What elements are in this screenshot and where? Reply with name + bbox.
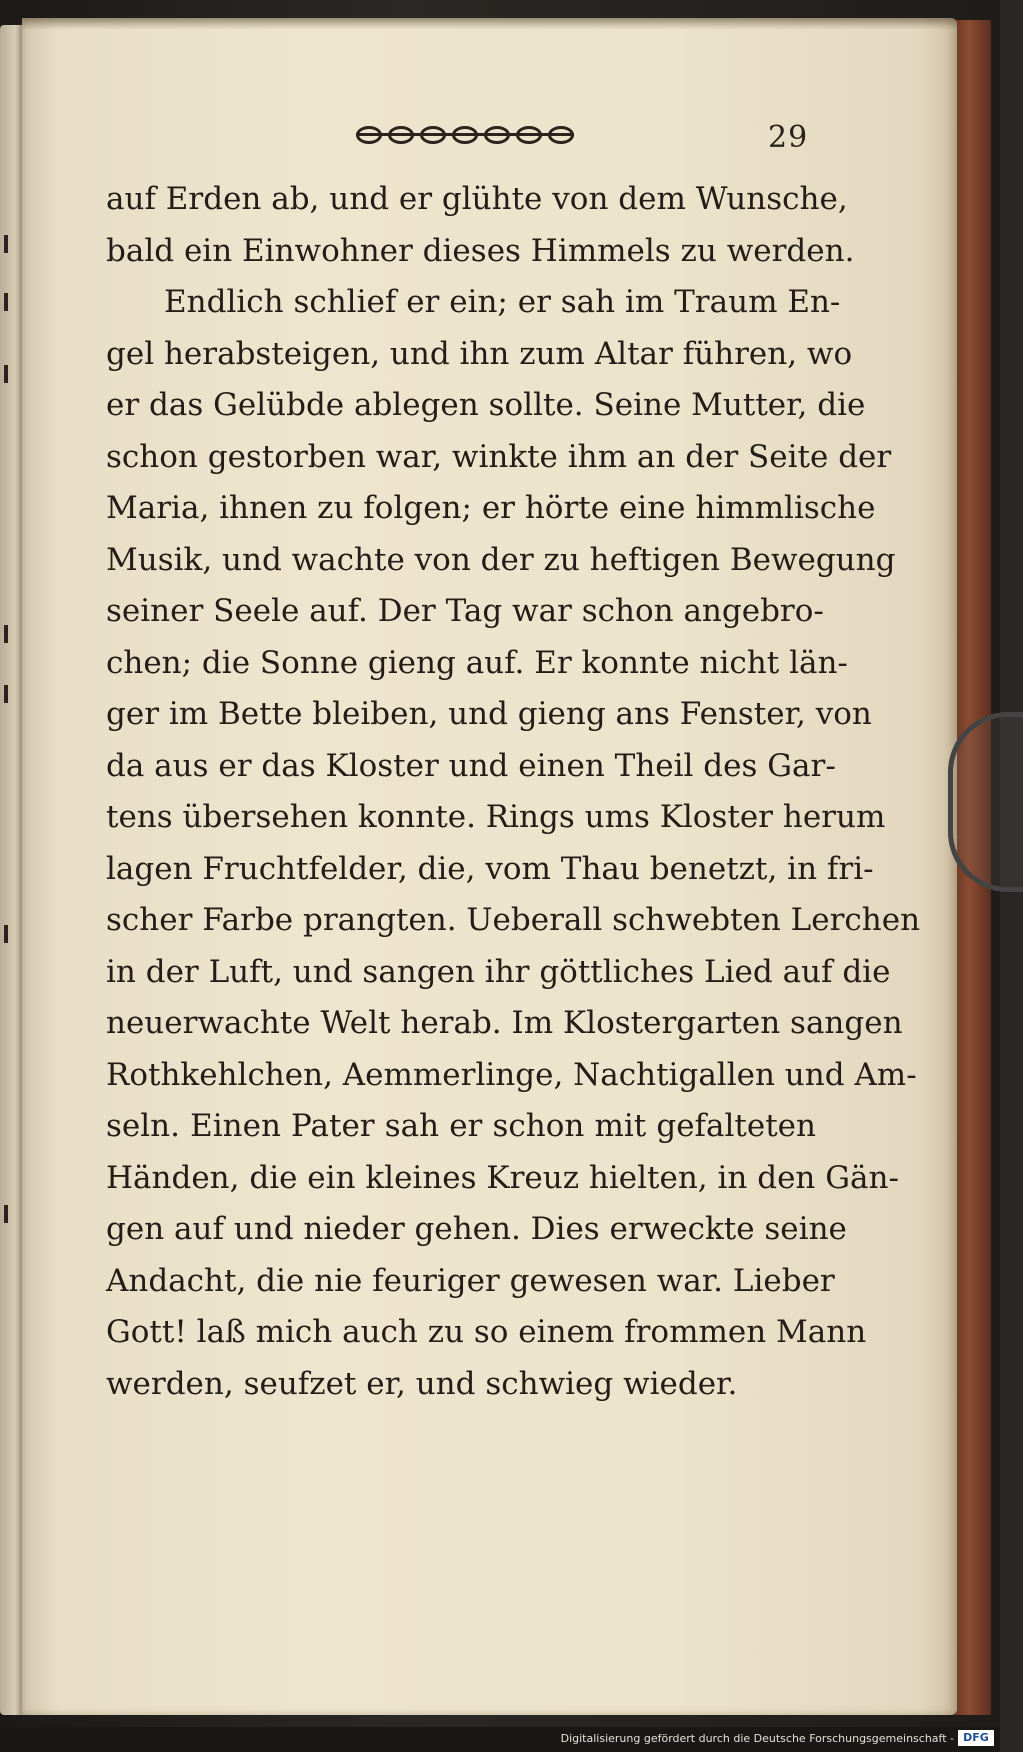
- body-text: [106, 174, 921, 1410]
- left-page-text-fragment: [4, 925, 8, 943]
- text-line: Händen, die ein kleines Kreuz hielten, in den Gän-: [106, 1159, 899, 1196]
- text-line: chen; die Sonne gieng auf. Er konnte nicht län-: [106, 644, 848, 681]
- text-line: Endlich schlief er ein; er sah im Traum En-: [164, 284, 841, 320]
- text-line: werden, seufzet er, und schwieg wieder.: [106, 1365, 738, 1402]
- text-line: seln. Einen Pater sah er schon mit gefalteten: [106, 1108, 816, 1144]
- text-line: seiner Seele auf. Der Tag war schon angebro-: [106, 593, 824, 629]
- left-page-text-fragment: [4, 293, 8, 311]
- dfg-logo: DFG: [958, 1730, 994, 1746]
- text-line: Rothkehlchen, Aemmerlinge, Nachtigallen und Am-: [106, 1056, 917, 1093]
- text-line: ger im Bette bleiben, und gieng ans Fenster, von: [106, 696, 872, 732]
- left-page-text-fragment: [4, 235, 8, 253]
- text-line: neuerwachte Welt herab. Im Klostergarten sangen: [106, 1005, 903, 1041]
- text-line: gel herabsteigen, und ihn zum Altar führen, wo: [106, 335, 853, 372]
- left-page-text-fragment: [4, 365, 8, 383]
- text-line: gen auf und nieder gehen. Dies erweckte seine: [106, 1211, 847, 1247]
- text-line: auf Erden ab, und er glühte von dem Wunsche,: [106, 181, 848, 217]
- text-line: schon gestorben war, winkte ihm an der Seite der: [106, 438, 892, 475]
- text-line: da aus er das Kloster und einen Theil des Gar-: [106, 747, 836, 784]
- page-top-shadow: [22, 18, 957, 30]
- text-line: Andacht, die nie feuriger gewesen war. Lieber: [106, 1262, 835, 1299]
- page-number: 29: [768, 120, 809, 155]
- funding-credit: Digitalisierung gefördert durch die Deutsche Forschungsgemeinschaft -: [560, 1732, 954, 1745]
- text-line: Musik, und wachte von der zu heftigen Bewegung: [106, 541, 896, 578]
- left-page-edge: [0, 25, 22, 1715]
- text-line: Gott! laß mich auch zu so einem frommen Mann: [106, 1314, 867, 1350]
- left-page-text-fragment: [4, 625, 8, 643]
- text-line: lagen Fruchtfelder, die, vom Thau benetzt, in fri-: [106, 850, 874, 887]
- text-line: scher Farbe prangten. Ueberall schwebten Lerchen: [106, 902, 921, 938]
- text-line: bald ein Einwohner dieses Himmels zu werden.: [106, 232, 855, 269]
- left-page-text-fragment: [4, 685, 8, 703]
- text-line: er das Gelübde ablegen sollte. Seine Mutter, die: [106, 387, 866, 423]
- text-line: Maria, ihnen zu folgen; er hörte eine himmlische: [106, 490, 876, 526]
- text-line: in der Luft, und sangen ihr göttliches Lied auf die: [106, 953, 891, 990]
- ornament-rule: [356, 133, 574, 136]
- header-ornament: [356, 126, 574, 144]
- page-clip: [948, 712, 1023, 892]
- left-page-text-fragment: [4, 1205, 8, 1223]
- text-line: tens übersehen konnte. Rings ums Kloster herum: [106, 799, 886, 835]
